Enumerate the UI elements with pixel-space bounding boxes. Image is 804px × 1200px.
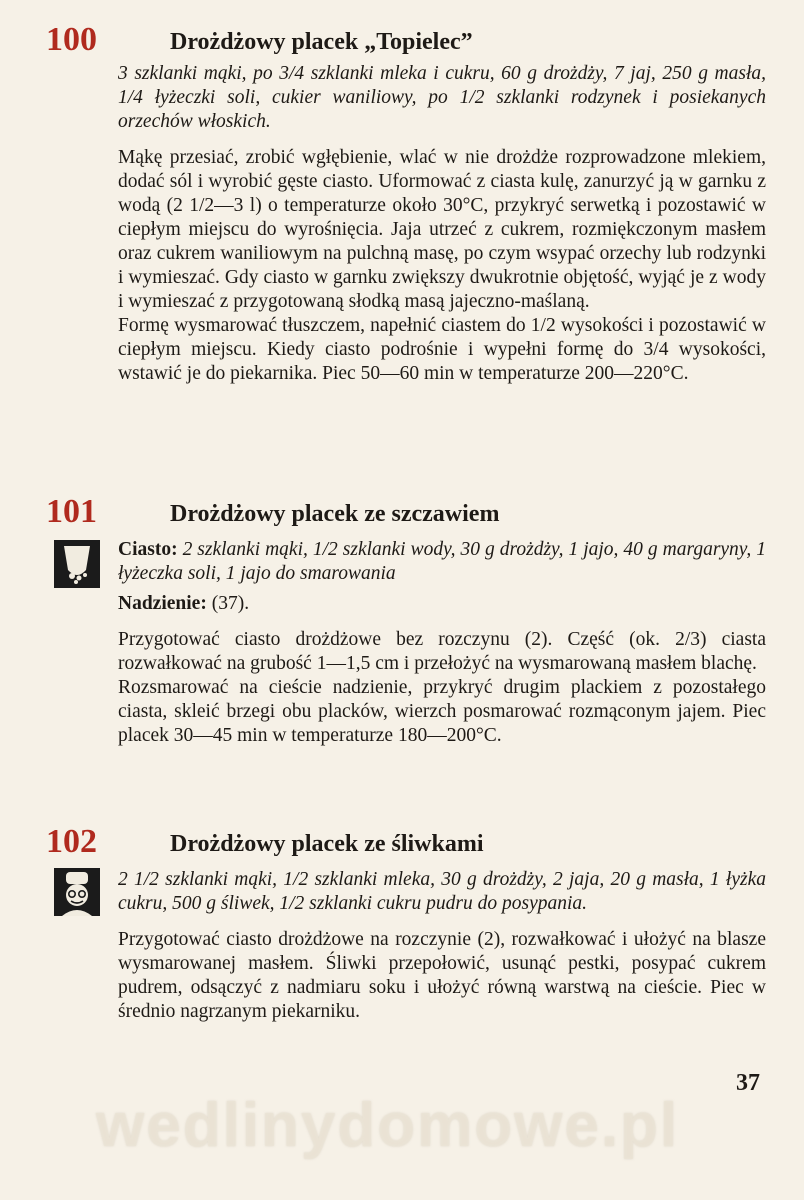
page-number: 37: [736, 1070, 760, 1096]
recipe-title: Drożdżowy placek „Topielec”: [170, 29, 473, 55]
dough-list: 2 szklanki mąki, 1/2 szklanki wody, 30 g drożdży, 1 jajo, 40 g margaryny, 1 łyżeczka soli, 1 jajo do smarowania: [118, 539, 766, 584]
ingredients: 3 szklanki mąki, po 3/4 szklanki mleka i cukru, 60 g drożdży, 7 jaj, 250 g masła, 1/4 łyżeczki soli, cukier waniliowy, po 1/2 szklanki rodzynek i posiekanych orzechów włoskich.: [118, 63, 766, 132]
method-paragraph: Formę wysmarować tłuszczem, napełnić ciastem do 1/2 wysokości i pozostawić w ciepłym miejscu. Kiedy ciasto podrośnie i wypełni formę do 3/4 wysokości, wstawić je do piekarnika. Piec 50—60 min w temperaturze 200—220°C.: [118, 315, 766, 384]
filling-ref: (37).: [211, 593, 250, 614]
recipe-title: Drożdżowy placek ze szczawiem: [170, 501, 500, 527]
recipe-number: 102: [46, 823, 97, 860]
recipe-body: [118, 538, 766, 748]
chef-icon: [54, 868, 100, 916]
dough-label: Ciasto:: [118, 539, 178, 560]
recipe-number: 101: [46, 493, 97, 530]
method-paragraph: Rozsmarować na cieście nadzienie, przykryć drugim plackiem z pozostałego ciasta, skleić brzegi obu placków, wierzch posmarować rozmąconym jajem. Piec placek 30—45 min w temperaturze 180—200°C.: [118, 677, 766, 746]
dough-ingredients: [118, 538, 766, 586]
recipe-body: [118, 62, 766, 386]
method-paragraph: Przygotować ciasto drożdżowe bez rozczynu (2). Część (ok. 2/3) ciasta rozwałkować na grubość 1—1,5 cm i przełożyć na wysmarowaną masłem blachę.: [118, 629, 766, 674]
filling-label: Nadzienie:: [118, 593, 207, 614]
recipe-number: 100: [46, 21, 97, 58]
method-paragraph: Przygotować ciasto drożdżowe na rozczynie (2), rozwałkować i ułożyć na blasze wysmarowanej masłem. Śliwki przepołowić, usunąć pestki, posypać cukrem pudrem, odsączyć z nadmiaru soku i ułożyć równą warstwą na cieście. Piec w średnio nagrzanym piekarniku.: [118, 929, 766, 1022]
method-paragraph: Mąkę przesiać, zrobić wgłębienie, wlać w nie drożdże rozprowadzone mlekiem, dodać sól i wyrobić gęste ciasto. Uformować z ciasta kulę, zanurzyć ją w garnku z wodą (2 1/2—3 l) o temperaturze około 30°C, przykryć serwetką i pozostawić w ciepłym miejscu do wyrośnięcia. Jaja utrzeć z cukrem, rozmiękczonym masłem oraz cukrem waniliowym na pulchną masę, po czym wsypać orzechy lub rodzynki i wymieszać. Gdy ciasto w garnku zwiększy dwukrotnie objętość, wyjąć je z wody i wymieszać z przygotowaną słodką masą jajeczno-maślaną.: [118, 147, 766, 312]
recipe-title: Drożdżowy placek ze śliwkami: [170, 831, 484, 857]
watermark: wedlinydomowe.pl: [96, 1091, 680, 1160]
ingredients: 2 1/2 szklanki mąki, 1/2 szklanki mleka, 30 g drożdży, 2 jaja, 20 g masła, 1 łyżka cukru, 500 g śliwek, 1/2 szklanki cukru pudru do posypania.: [118, 869, 766, 914]
filling: [118, 592, 766, 616]
recipe-body: [118, 868, 766, 1024]
bowl-icon: [54, 540, 100, 588]
